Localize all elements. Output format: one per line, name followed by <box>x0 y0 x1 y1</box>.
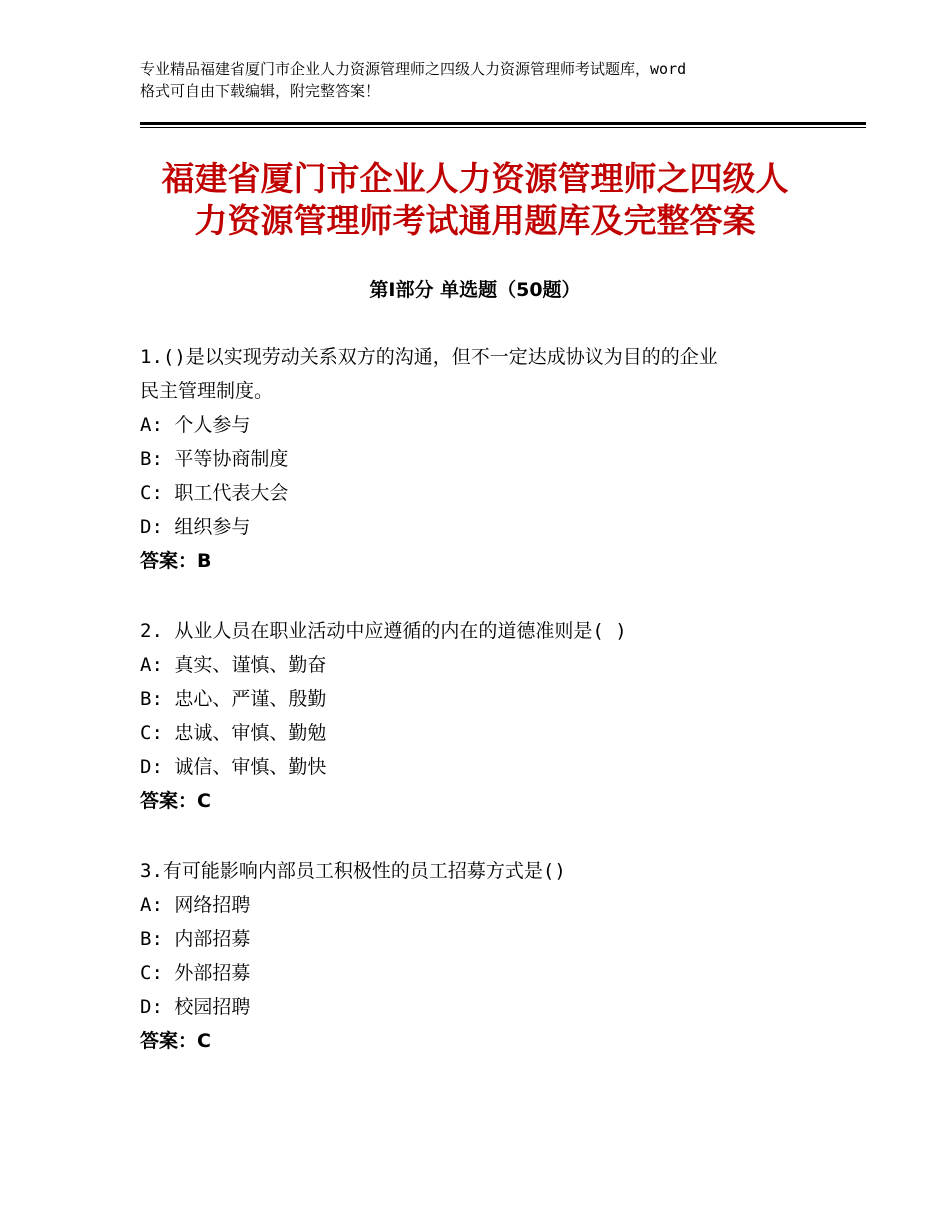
option-d: D: 诚信、审慎、勤快 <box>140 756 327 778</box>
document-title-line2: 力资源管理师考试通用题库及完整答案 <box>194 201 756 240</box>
answer: 答案：C <box>140 1030 211 1052</box>
header-note-line2: 格式可自由下载编辑，附完整答案！ <box>140 82 381 100</box>
question-text-line1: 1.()是以实现劳动关系双方的沟通，但不一定达成协议为目的的企业 <box>140 346 718 368</box>
question-text-line1: 3.有可能影响内部员工积极性的员工招募方式是() <box>140 860 566 882</box>
header-rule-thin <box>140 127 866 128</box>
option-c: C: 忠诚、审慎、勤勉 <box>140 722 327 744</box>
question-2 <box>140 614 820 818</box>
option-d: D: 组织参与 <box>140 516 251 538</box>
section-title: 第Ⅰ部分 单选题（50题） <box>369 279 581 301</box>
document-title-line1: 福建省厦门市企业人力资源管理师之四级人 <box>161 159 789 198</box>
question-1 <box>140 340 820 578</box>
option-a: A: 个人参与 <box>140 414 251 436</box>
question-text-line1: 2. 从业人员在职业活动中应遵循的内在的道德准则是( ) <box>140 620 627 642</box>
header-note-line1: 专业精品福建省厦门市企业人力资源管理师之四级人力资源管理师考试题库，word <box>140 60 687 78</box>
option-c: C: 职工代表大会 <box>140 482 289 504</box>
option-b: B: 忠心、严谨、殷勤 <box>140 688 327 710</box>
option-a: A: 网络招聘 <box>140 894 251 916</box>
header-note <box>140 58 830 102</box>
option-b: B: 平等协商制度 <box>140 448 289 470</box>
option-d: D: 校园招聘 <box>140 996 251 1018</box>
document-title <box>100 158 850 242</box>
answer: 答案：B <box>140 550 212 572</box>
question-text-line2: 民主管理制度。 <box>140 380 274 402</box>
question-3 <box>140 854 820 1058</box>
answer: 答案：C <box>140 790 211 812</box>
header-rule-thick <box>140 122 866 125</box>
option-c: C: 外部招募 <box>140 962 251 984</box>
option-b: B: 内部招募 <box>140 928 251 950</box>
option-a: A: 真实、谨慎、勤奋 <box>140 654 327 676</box>
